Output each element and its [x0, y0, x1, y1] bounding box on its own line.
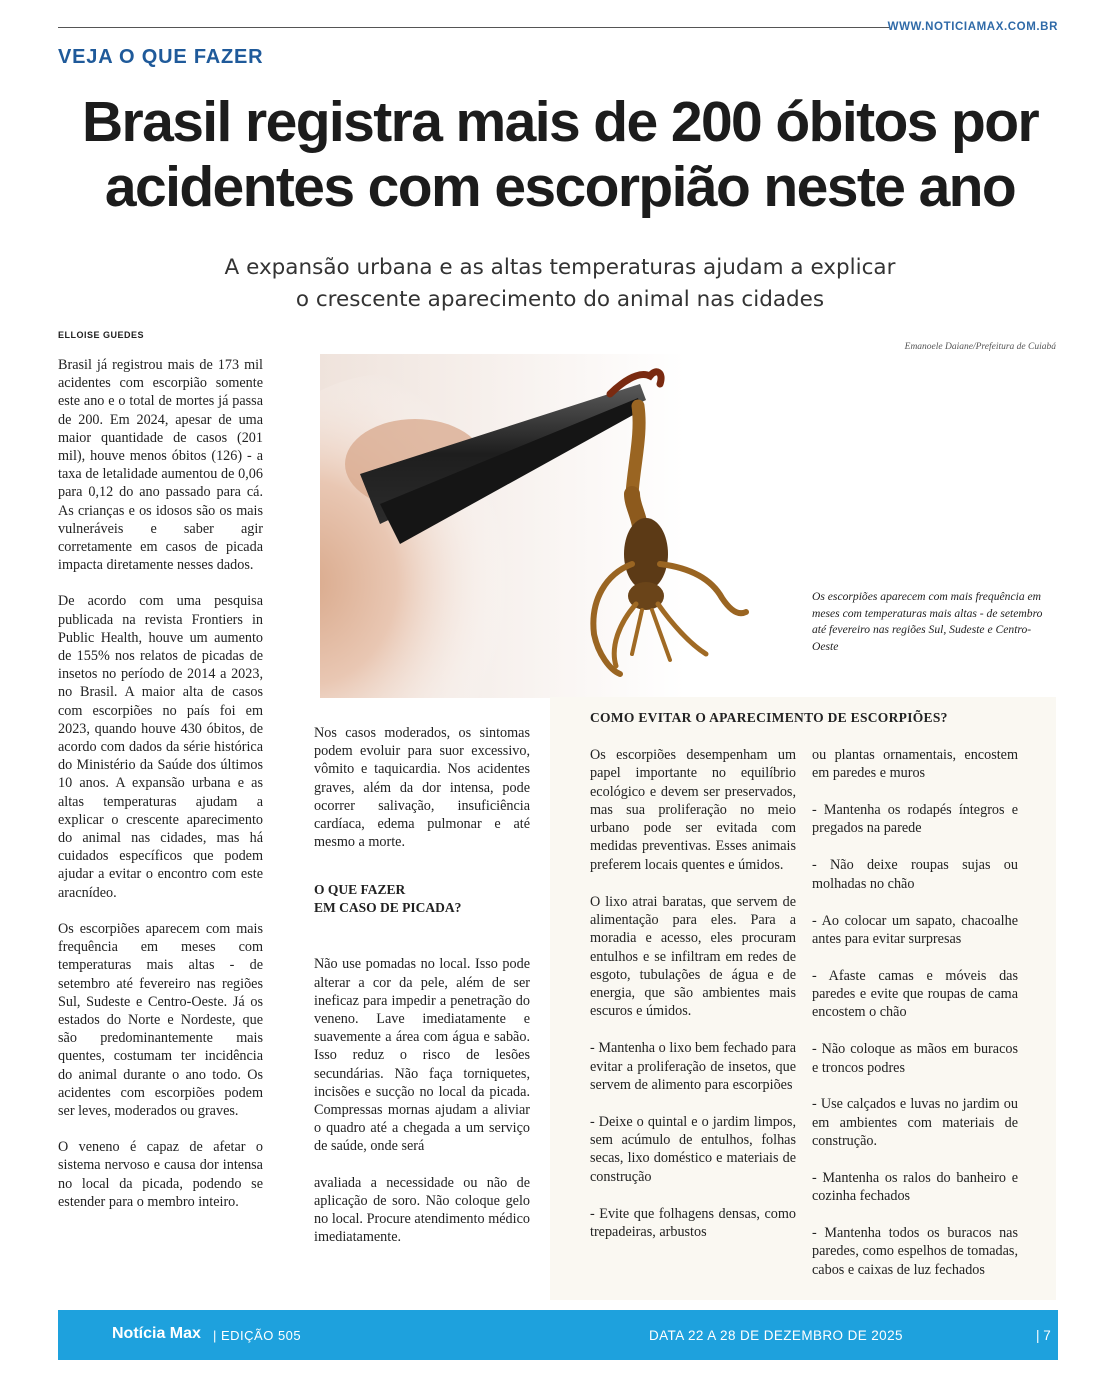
article-column-2	[314, 724, 530, 1264]
paragraph: De acordo com uma pesquisa publicada na revista Frontiers in Public Health, houve um aumento de 155% nos relatos de picadas de insetos no período de 2014 a 2023, no Brasil. A maior alta de casos com escorpiões no país foi em 2023, quando houve 430 óbitos, de acordo com dados da série histórica do Ministério da Saúde dos últimos 10 anos. A expansão urbana e as altas temperaturas ajudam a explicar o crescente aparecimento do animal nas cidades, mas há cuidados específicos que podem ajudar a evitar o encontro com este aracnídeo.	[58, 593, 263, 901]
paragraph: Não use pomadas no local. Isso pode alterar a cor da pele, além de ser ineficaz para impedir a penetração do veneno. Lave imediatamente e suavemente a área com água e sabão. Isso reduz o risco de lesões secundárias. Não faça torniquetes, incisões e sucção no local da picada. Compressas mornas ajudam a aliviar o quadro até a chegada a um serviço de saúde, onde será	[314, 956, 530, 1155]
byline: ELLOISE GUEDES	[58, 330, 145, 340]
sidebar-tip: ou plantas ornamentais, encostem em paredes e muros	[812, 747, 1018, 782]
photo-credit: Emanoele Daiane/Prefeitura de Cuiabá	[904, 342, 1056, 352]
sidebar-paragraph: Os escorpiões desempenham um papel importante no equilíbrio ecológico e devem ser preservados, mas sua proliferação no meio urbano pode ser evitada com medidas preventivas. Esses animais preferem locais quentes e úmidos.	[590, 747, 796, 873]
sidebar-tip: - Ao colocar um sapato, chacoalhe antes para evitar surpresas	[812, 912, 1018, 947]
sidebar-title: COMO EVITAR O APARECIMENTO DE ESCORPIÕES?	[590, 710, 948, 725]
paragraph: Brasil já registrou mais de 173 mil acidentes com escorpião somente este ano e o total de mortes já passa de 200. Em 2024, apesar de uma maior quantidade de casos (201 mil), houve menos óbitos (126) - a taxa de letalidade aumentou de 0,06 para 0,12 do ano passado para cá. As crianças e os idosos são os mais vulneráveis e saber agir corretamente em casos de picada impacta diretamente nesses dados.	[58, 357, 263, 574]
subheading-line-2: EM CASO DE PICADA?	[314, 900, 462, 916]
section-label: VEJA O QUE FAZER	[58, 46, 264, 68]
subhead-line-2: o crescente aparecimento do animal nas cidades	[295, 287, 825, 312]
sidebar-tip: - Use calçados e luvas no jardim ou em ambientes com materiais de construção.	[812, 1096, 1018, 1150]
subhead-line-1: A expansão urbana e as altas temperaturas ajudam a explicar	[224, 255, 896, 280]
sidebar-tip: - Mantenha todos os buracos nas paredes, como espelhos de tomadas, cabos e caixas de luz fechados	[812, 1225, 1018, 1278]
footer-brand: Notícia Max	[112, 1325, 201, 1342]
sidebar-column-1	[590, 746, 796, 1260]
sidebar-tip: - Mantenha os ralos do banheiro e cozinha fechados	[812, 1169, 1018, 1205]
sidebar-column-2	[812, 746, 1018, 1298]
paragraph: Os escorpiões aparecem com mais frequência em meses com temperaturas mais altas - de setembro até fevereiro nas regiões Sul, Sudeste e Centro-Oeste. Já os estados do Norte e Nordeste, que são predominantemente mais quentes, costumam ter incidência do animal durante o ano todo. Os acidentes com escorpiões podem ser leves, moderados ou graves.	[58, 920, 263, 1119]
sidebar-paragraph: O lixo atrai baratas, que servem de alimentação para eles. Para a moradia e acesso, eles procuram entulhos e se infiltram em redes de esgoto, tubulações de água e de energia, que são ambientes mais escuros e úmidos.	[590, 893, 796, 1020]
footer-bar	[58, 1310, 1058, 1360]
footer-date: DATA 22 A 28 DE DEZEMBRO DE 2025	[649, 1328, 903, 1343]
sidebar-tip: - Não deixe roupas sujas ou molhadas no chão	[812, 857, 1018, 892]
headline	[40, 90, 1080, 220]
footer-page-number: | 7	[1036, 1328, 1051, 1343]
headline-line-2: acidentes com escorpião neste ano	[104, 155, 1016, 219]
sidebar-tip: - Deixe o quintal e o jardim limpos, sem acúmulo de entulhos, folhas secas, lixo doméstico e materiais de construção	[590, 1113, 796, 1185]
sidebar-tip: - Mantenha os rodapés íntegros e pregados na parede	[812, 802, 1018, 837]
headline-line-1: Brasil registra mais de 200 óbitos por	[81, 90, 1039, 154]
top-rule	[58, 27, 890, 28]
article-column-1	[58, 356, 263, 1229]
sidebar-tip: - Não coloque as mãos em buracos e troncos podres	[812, 1041, 1018, 1076]
subheading-what-to-do	[314, 881, 530, 917]
paragraph: O veneno é capaz de afetar o sistema nervoso e causa dor intensa no local da picada, podendo se estender para o membro inteiro.	[58, 1139, 263, 1210]
photo-caption: Os escorpiões aparecem com mais frequência em meses com temperaturas mais altas - de setembro até fevereiro nas regiões Sul, Sudeste e Centro-Oeste	[812, 590, 1043, 653]
paragraph: Nos casos moderados, os sintomas podem evoluir para suor excessivo, vômito e taquicardia. Nos acidentes graves, além da dor intensa, pode ocorrer salivação, insuficiência cardíaca, edema pulmonar e até mesmo a morte.	[314, 725, 530, 851]
paragraph: avaliada a necessidade ou não de aplicação de soro. Não coloque gelo no local. Procure atendimento médico imediatamente.	[314, 1174, 530, 1246]
sidebar-tip: - Mantenha o lixo bem fechado para evitar a proliferação de insetos, que servem de alimento para escorpiões	[590, 1040, 796, 1093]
subheading-line-1: O QUE FAZER	[314, 882, 406, 898]
footer-edition: | EDIÇÃO 505	[213, 1328, 302, 1343]
subheadline	[80, 252, 1040, 316]
site-url[interactable]: WWW.NOTICIAMAX.COM.BR	[887, 21, 1058, 33]
sidebar-tip: - Afaste camas e móveis das paredes e evite que roupas de cama encostem o chão	[812, 967, 1018, 1021]
sidebar-tip: - Evite que folhagens densas, como trepadeiras, arbustos	[590, 1205, 796, 1240]
